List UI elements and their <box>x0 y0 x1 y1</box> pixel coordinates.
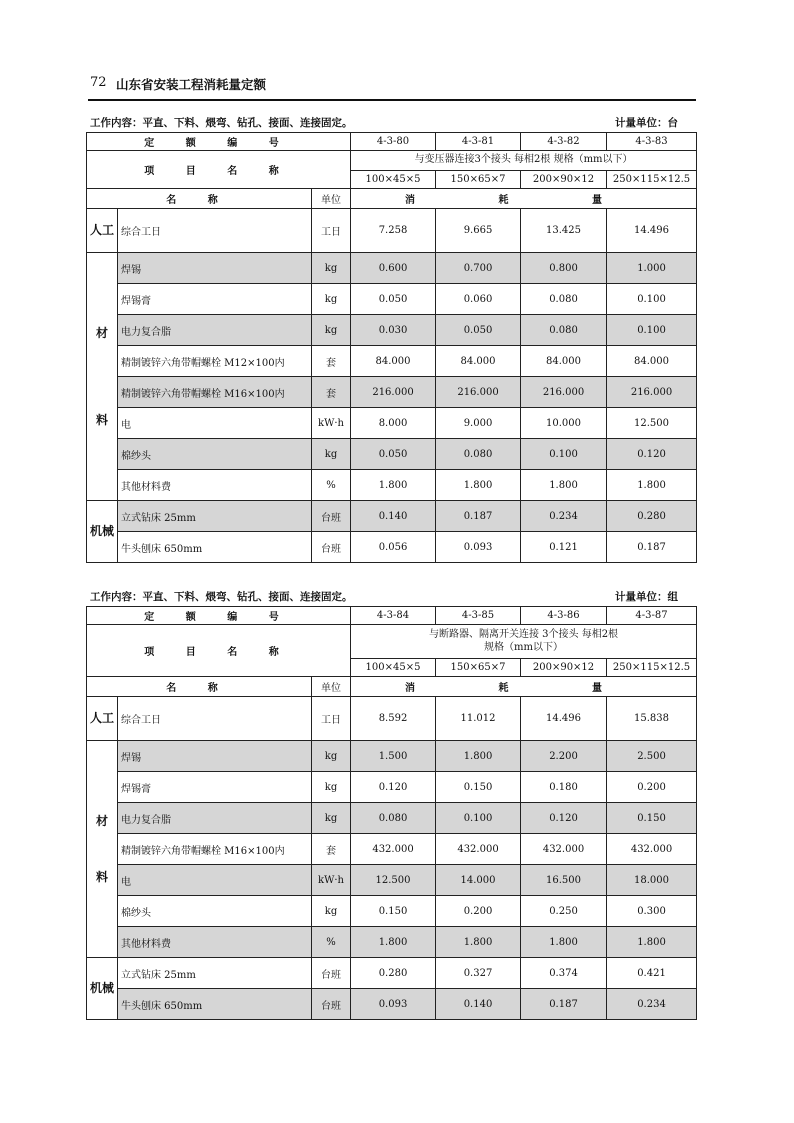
value-cell: 0.374 <box>521 958 607 989</box>
code-header: 定 额 编 号 <box>87 133 351 151</box>
materials-category-top: 材 <box>95 326 108 341</box>
item-description: 与变压器连接3个接头 每相2根 规格（mm以下） <box>351 151 697 171</box>
value-cell: 1.800 <box>436 741 521 772</box>
spec-cell: 200×90×12 <box>521 171 607 189</box>
spec-cell: 150×65×7 <box>436 171 521 189</box>
item-unit: 台班 <box>312 501 351 532</box>
value-cell: 0.100 <box>436 803 521 834</box>
item-unit: kg <box>312 741 351 772</box>
value-cell: 7.258 <box>351 209 436 253</box>
item-unit: 台班 <box>312 989 351 1020</box>
item-unit: kg <box>312 439 351 470</box>
value-cell: 0.140 <box>351 501 436 532</box>
value-cell: 12.500 <box>607 408 697 439</box>
value-cell: 216.000 <box>521 377 607 408</box>
item-name: 其他材料费 <box>118 927 312 958</box>
materials-category <box>87 253 118 501</box>
machinery-category: 机械 <box>87 958 118 1020</box>
table-row <box>87 772 697 803</box>
value-cell: 0.080 <box>521 315 607 346</box>
value-cell: 0.180 <box>521 772 607 803</box>
item-name: 牛头刨床 650mm <box>118 532 312 563</box>
code-row <box>87 133 697 151</box>
value-cell: 0.121 <box>521 532 607 563</box>
table-row <box>87 741 697 772</box>
value-cell: 1.800 <box>351 927 436 958</box>
value-cell: 0.056 <box>351 532 436 563</box>
value-cell: 216.000 <box>351 377 436 408</box>
materials-category-top: 材 <box>95 813 108 828</box>
value-cell: 0.140 <box>436 989 521 1020</box>
value-cell: 18.000 <box>607 865 697 896</box>
value-cell: 9.665 <box>436 209 521 253</box>
consumption-header: 消 耗 量 <box>351 189 697 209</box>
value-cell: 0.280 <box>607 501 697 532</box>
value-cell: 0.080 <box>436 439 521 470</box>
item-name: 精制镀锌六角带帽螺栓 M16×100内 <box>118 377 312 408</box>
item-name: 精制镀锌六角带帽螺栓 M12×100内 <box>118 346 312 377</box>
name-header: 名 称 <box>87 677 312 697</box>
page-number: 72 <box>90 75 107 90</box>
value-cell: 0.187 <box>521 989 607 1020</box>
value-cell: 0.150 <box>351 896 436 927</box>
quota-code: 4-3-85 <box>436 607 521 625</box>
value-cell: 1.800 <box>521 470 607 501</box>
labor-category: 人工 <box>87 697 118 741</box>
column-header-row <box>87 677 697 697</box>
table-row <box>87 501 697 532</box>
value-cell: 12.500 <box>351 865 436 896</box>
value-cell: 0.800 <box>521 253 607 284</box>
item-name-header: 项 目 名 称 <box>87 625 351 677</box>
value-cell: 0.327 <box>436 958 521 989</box>
item-unit: kg <box>312 896 351 927</box>
value-cell: 0.050 <box>351 284 436 315</box>
spec-cell: 250×115×12.5 <box>607 659 697 677</box>
quota-code: 4-3-87 <box>607 607 697 625</box>
value-cell: 0.250 <box>521 896 607 927</box>
item-name: 焊锡膏 <box>118 284 312 315</box>
value-cell: 0.300 <box>607 896 697 927</box>
value-cell: 1.000 <box>607 253 697 284</box>
item-unit: 工日 <box>312 209 351 253</box>
value-cell: 84.000 <box>436 346 521 377</box>
quota-code: 4-3-82 <box>521 133 607 151</box>
value-cell: 84.000 <box>521 346 607 377</box>
table-row <box>87 346 697 377</box>
table-row <box>87 377 697 408</box>
value-cell: 84.000 <box>351 346 436 377</box>
value-cell: 0.234 <box>607 989 697 1020</box>
item-name: 其他材料费 <box>118 470 312 501</box>
work-content: 工作内容：平直、下料、煨弯、钻孔、接面、连接固定。 <box>90 117 353 129</box>
value-cell: 10.000 <box>521 408 607 439</box>
value-cell: 13.425 <box>521 209 607 253</box>
spec-cell: 250×115×12.5 <box>607 171 697 189</box>
value-cell: 432.000 <box>351 834 436 865</box>
table-row <box>87 315 697 346</box>
value-cell: 0.187 <box>607 532 697 563</box>
value-cell: 0.030 <box>351 315 436 346</box>
item-unit: kW·h <box>312 408 351 439</box>
description-row <box>87 625 697 659</box>
table-row <box>87 470 697 501</box>
item-unit: kg <box>312 284 351 315</box>
table-row <box>87 532 697 563</box>
spec-cell: 100×45×5 <box>351 171 436 189</box>
value-cell: 0.080 <box>351 803 436 834</box>
table-row <box>87 927 697 958</box>
spec-cell: 150×65×7 <box>436 659 521 677</box>
value-cell: 8.592 <box>351 697 436 741</box>
column-header-row <box>87 189 697 209</box>
description-row <box>87 151 697 171</box>
value-cell: 14.496 <box>607 209 697 253</box>
table-row <box>87 253 697 284</box>
table-row <box>87 408 697 439</box>
quota-code: 4-3-80 <box>351 133 436 151</box>
item-name: 电 <box>118 865 312 896</box>
code-row <box>87 607 697 625</box>
value-cell: 0.600 <box>351 253 436 284</box>
item-name: 立式钻床 25mm <box>118 501 312 532</box>
value-cell: 0.120 <box>351 772 436 803</box>
item-name: 电 <box>118 408 312 439</box>
value-cell: 0.187 <box>436 501 521 532</box>
spec-cell: 200×90×12 <box>521 659 607 677</box>
table-row <box>87 865 697 896</box>
table-row <box>87 209 697 253</box>
quota-code: 4-3-86 <box>521 607 607 625</box>
table-row <box>87 896 697 927</box>
quota-code: 4-3-83 <box>607 133 697 151</box>
unit-header: 单位 <box>312 677 351 697</box>
item-name: 棉纱头 <box>118 896 312 927</box>
table-row <box>87 958 697 989</box>
value-cell: 14.000 <box>436 865 521 896</box>
table-row <box>87 284 697 315</box>
value-cell: 0.280 <box>351 958 436 989</box>
item-unit: 套 <box>312 346 351 377</box>
value-cell: 1.800 <box>351 470 436 501</box>
value-cell: 216.000 <box>436 377 521 408</box>
item-unit: % <box>312 927 351 958</box>
unit-header: 单位 <box>312 189 351 209</box>
value-cell: 0.200 <box>436 896 521 927</box>
item-description-line-1: 与断路器、隔离开关连接 3个接头 每相2根 <box>428 629 619 640</box>
value-cell: 0.093 <box>436 532 521 563</box>
value-cell: 0.234 <box>521 501 607 532</box>
page-header <box>88 72 696 100</box>
book-title: 山东省安装工程消耗量定额 <box>116 77 267 92</box>
materials-category <box>87 741 118 958</box>
value-cell: 1.800 <box>521 927 607 958</box>
value-cell: 0.100 <box>607 315 697 346</box>
value-cell: 432.000 <box>521 834 607 865</box>
value-cell: 432.000 <box>607 834 697 865</box>
table-row <box>87 439 697 470</box>
item-name: 焊锡 <box>118 253 312 284</box>
value-cell: 0.100 <box>607 284 697 315</box>
value-cell: 0.050 <box>351 439 436 470</box>
code-header: 定 额 编 号 <box>87 607 351 625</box>
value-cell: 0.421 <box>607 958 697 989</box>
value-cell: 432.000 <box>436 834 521 865</box>
item-name: 综合工日 <box>118 209 312 253</box>
item-unit: 套 <box>312 377 351 408</box>
materials-category-bottom: 料 <box>95 870 108 884</box>
item-name: 焊锡膏 <box>118 772 312 803</box>
value-cell: 0.700 <box>436 253 521 284</box>
item-unit: kg <box>312 315 351 346</box>
consumption-header: 消 耗 量 <box>351 677 697 697</box>
item-unit: kg <box>312 772 351 803</box>
item-unit: 套 <box>312 834 351 865</box>
item-unit: 台班 <box>312 958 351 989</box>
value-cell: 0.120 <box>521 803 607 834</box>
value-cell: 84.000 <box>607 346 697 377</box>
quota-code: 4-3-81 <box>436 133 521 151</box>
item-name: 综合工日 <box>118 697 312 741</box>
value-cell: 16.500 <box>521 865 607 896</box>
item-description <box>351 625 697 659</box>
item-unit: % <box>312 470 351 501</box>
value-cell: 0.200 <box>607 772 697 803</box>
item-name: 牛头刨床 650mm <box>118 989 312 1020</box>
value-cell: 0.120 <box>607 439 697 470</box>
item-name: 棉纱头 <box>118 439 312 470</box>
spec-cell: 100×45×5 <box>351 659 436 677</box>
value-cell: 1.800 <box>436 470 521 501</box>
value-cell: 0.050 <box>436 315 521 346</box>
table-row <box>87 989 697 1020</box>
value-cell: 1.800 <box>607 927 697 958</box>
value-cell: 15.838 <box>607 697 697 741</box>
item-description-line-2: 规格（mm以下） <box>484 641 563 653</box>
item-unit: 台班 <box>312 532 351 563</box>
item-unit: kg <box>312 803 351 834</box>
value-cell: 1.800 <box>607 470 697 501</box>
table-row <box>87 803 697 834</box>
quota-table-1 <box>86 132 697 563</box>
value-cell: 2.200 <box>521 741 607 772</box>
value-cell: 14.496 <box>521 697 607 741</box>
machinery-category: 机械 <box>87 501 118 563</box>
measurement-unit: 计量单位：组 <box>615 591 678 603</box>
measurement-unit: 计量单位：台 <box>615 117 678 129</box>
item-unit: kW·h <box>312 865 351 896</box>
value-cell: 0.100 <box>521 439 607 470</box>
materials-category-bottom: 料 <box>95 412 108 427</box>
item-unit: 工日 <box>312 697 351 741</box>
work-content-line-2 <box>88 588 696 604</box>
name-header: 名 称 <box>87 189 312 209</box>
value-cell: 2.500 <box>607 741 697 772</box>
value-cell: 8.000 <box>351 408 436 439</box>
item-name: 焊锡 <box>118 741 312 772</box>
work-content: 工作内容：平直、下料、煨弯、钻孔、接面、连接固定。 <box>90 591 353 603</box>
item-name: 精制镀锌六角带帽螺栓 M16×100内 <box>118 834 312 865</box>
value-cell: 216.000 <box>607 377 697 408</box>
quota-table-2 <box>86 606 697 1020</box>
value-cell: 0.150 <box>436 772 521 803</box>
item-name: 立式钻床 25mm <box>118 958 312 989</box>
value-cell: 9.000 <box>436 408 521 439</box>
value-cell: 0.150 <box>607 803 697 834</box>
table-row <box>87 697 697 741</box>
table-row <box>87 834 697 865</box>
item-name: 电力复合脂 <box>118 803 312 834</box>
value-cell: 0.080 <box>521 284 607 315</box>
labor-category: 人工 <box>87 209 118 253</box>
item-unit: kg <box>312 253 351 284</box>
item-name-header: 项 目 名 称 <box>87 151 351 189</box>
value-cell: 0.093 <box>351 989 436 1020</box>
value-cell: 11.012 <box>436 697 521 741</box>
value-cell: 1.800 <box>436 927 521 958</box>
work-content-line-1 <box>88 114 696 130</box>
value-cell: 1.500 <box>351 741 436 772</box>
quota-code: 4-3-84 <box>351 607 436 625</box>
header-rule <box>88 99 696 101</box>
value-cell: 0.060 <box>436 284 521 315</box>
item-name: 电力复合脂 <box>118 315 312 346</box>
